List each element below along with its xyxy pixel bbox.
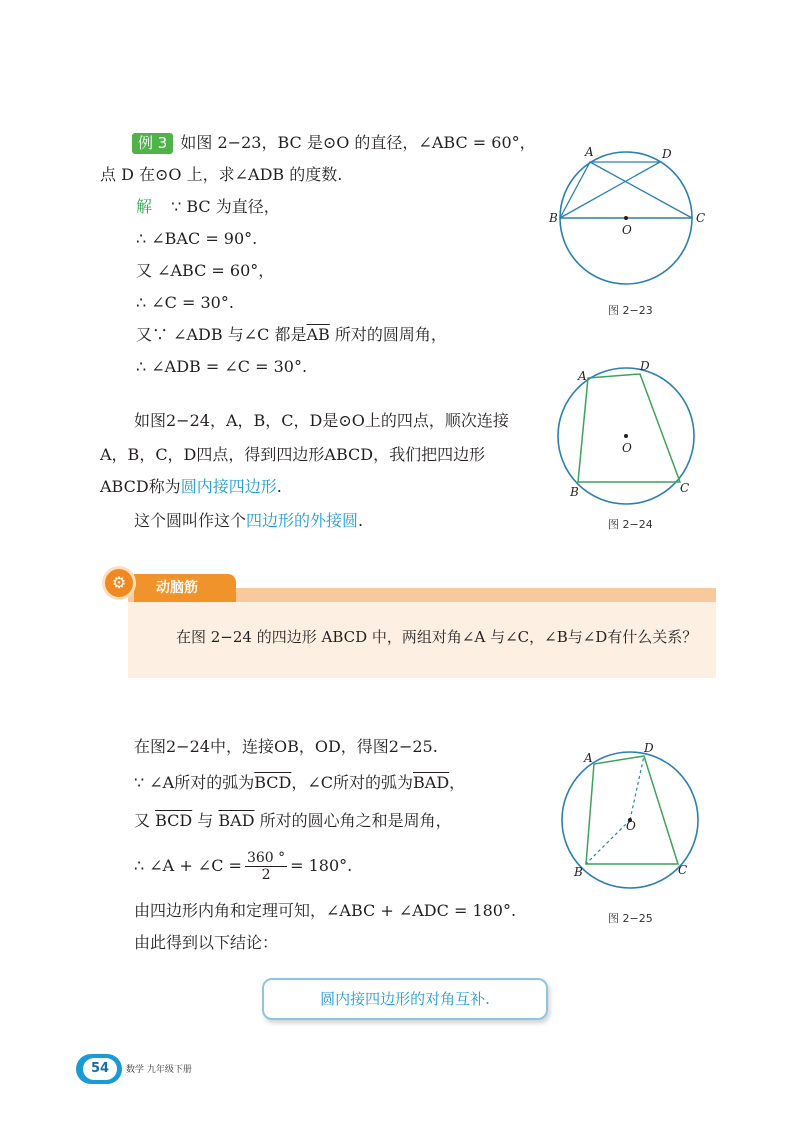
solution-label: 解 [136,197,153,216]
solution-line-4: ∴ ∠C = 30°. [136,293,234,312]
para2-line-6: 由此得到以下结论： [134,933,279,952]
example-3-line-2: 点 D 在⊙O 上，求∠ADB 的度数. [100,165,343,184]
fraction: $\frac{360 ^\circ}{2}$ [246,850,286,883]
think-title: 动脑筋 [134,574,236,602]
solution-line-6: ∴ ∠ADB = ∠C = 30°. [136,357,308,376]
label-a: A [585,145,594,159]
example-text-1: 如图 2−23，BC 是⊙O 的直径，∠ABC = 60°， [180,133,536,152]
svg-text:O: O [622,441,632,455]
label-c: C [696,211,706,225]
figure-2-24 [548,358,708,518]
svg-text:D: D [640,359,650,373]
solution-text-5b: 所对的圆周角， [329,325,447,344]
arc-ab: $\overline{AB}$ [306,325,330,344]
segment-ac [590,162,692,218]
svg-text:B: B [574,865,583,879]
arc-bad: $\overline{BAD}$ [413,773,450,792]
arc-bcd: $\overline{BCD}$ [254,773,292,792]
page-number: 54 [83,1058,117,1080]
solution-line-5 [136,324,447,346]
figure-2-24-caption: 图 2−24 [608,518,653,531]
label-d: D [662,147,672,161]
quadrilateral-abcd [578,374,680,482]
term-inscribed-quadrilateral: 圆内接四边形 [180,477,277,496]
example-badge: 例 3 [132,133,173,154]
para2-line-1: 在图2−24中，连接OB，OD，得图2−25. [134,737,438,756]
svg-text:C: C [680,481,690,495]
solution-line-2: ∴ ∠BAC = 90°. [136,229,258,248]
para1-line-4: 这个圆叫作这个四边形的外接圆. [134,511,364,530]
svg-text:C: C [678,863,688,877]
solution-text-1: ∵ BC 为直径， [171,197,280,216]
figure-2-23 [548,140,708,300]
solution-text-5a: 又∵ ∠ADB 与∠C 都是 [136,325,307,344]
conclusion-box: 圆内接四边形的对角互补. [262,978,548,1020]
para1-line-3: ABCD称为圆内接四边形. [100,477,282,496]
term-circumscribed-circle: 四边形的外接圆 [246,511,359,530]
segments [560,162,660,218]
para1-line-2: A，B，C，D四点，得到四边形ABCD，我们把四边形 [100,445,486,464]
para2-line-2: ∵ ∠A所对的弧为$\overline{BCD}$，∠C所对的弧为$\overline{BAD}$， [134,773,466,792]
para2-line-5: 由四边形内角和定理可知，∠ABC + ∠ADC = 180°. [134,901,517,920]
think-question: 在图 2−24 的四边形 ABCD 中，两组对角∠A 与∠C，∠B与∠D有什么关系？ [176,628,698,646]
svg-text:D: D [644,741,654,755]
solution-line-1 [136,196,280,218]
figure-2-23-caption: 图 2−23 [608,304,653,317]
svg-text:A: A [578,369,587,383]
footer-book-title: 数学 九年级下册 [126,1065,192,1075]
label-b: B [549,211,558,225]
solution-line-3: 又 ∠ABC = 60°， [136,261,275,280]
figure-2-25 [548,740,708,900]
para2-line-4: ∴ ∠A + ∠C = $\frac{360 ^\circ}{2}$ = 180°. [134,850,353,883]
label-o: O [622,223,632,237]
svg-text:A: A [584,751,593,765]
svg-text:O: O [626,819,636,833]
example-3-line-1 [132,132,536,154]
para2-line-3: 又 $\overline{BCD}$ 与 $\overline{BAD}$ 所对的圆心角之和是周角， [134,811,452,830]
figure-2-25-caption: 图 2−25 [608,912,653,925]
center-point [624,216,628,220]
svg-text:B: B [570,485,579,499]
para1-line-1: 如图2−24，A，B，C，D是⊙O上的四点，顺次连接 [134,411,509,430]
gear-icon: ⚙ [102,566,136,600]
